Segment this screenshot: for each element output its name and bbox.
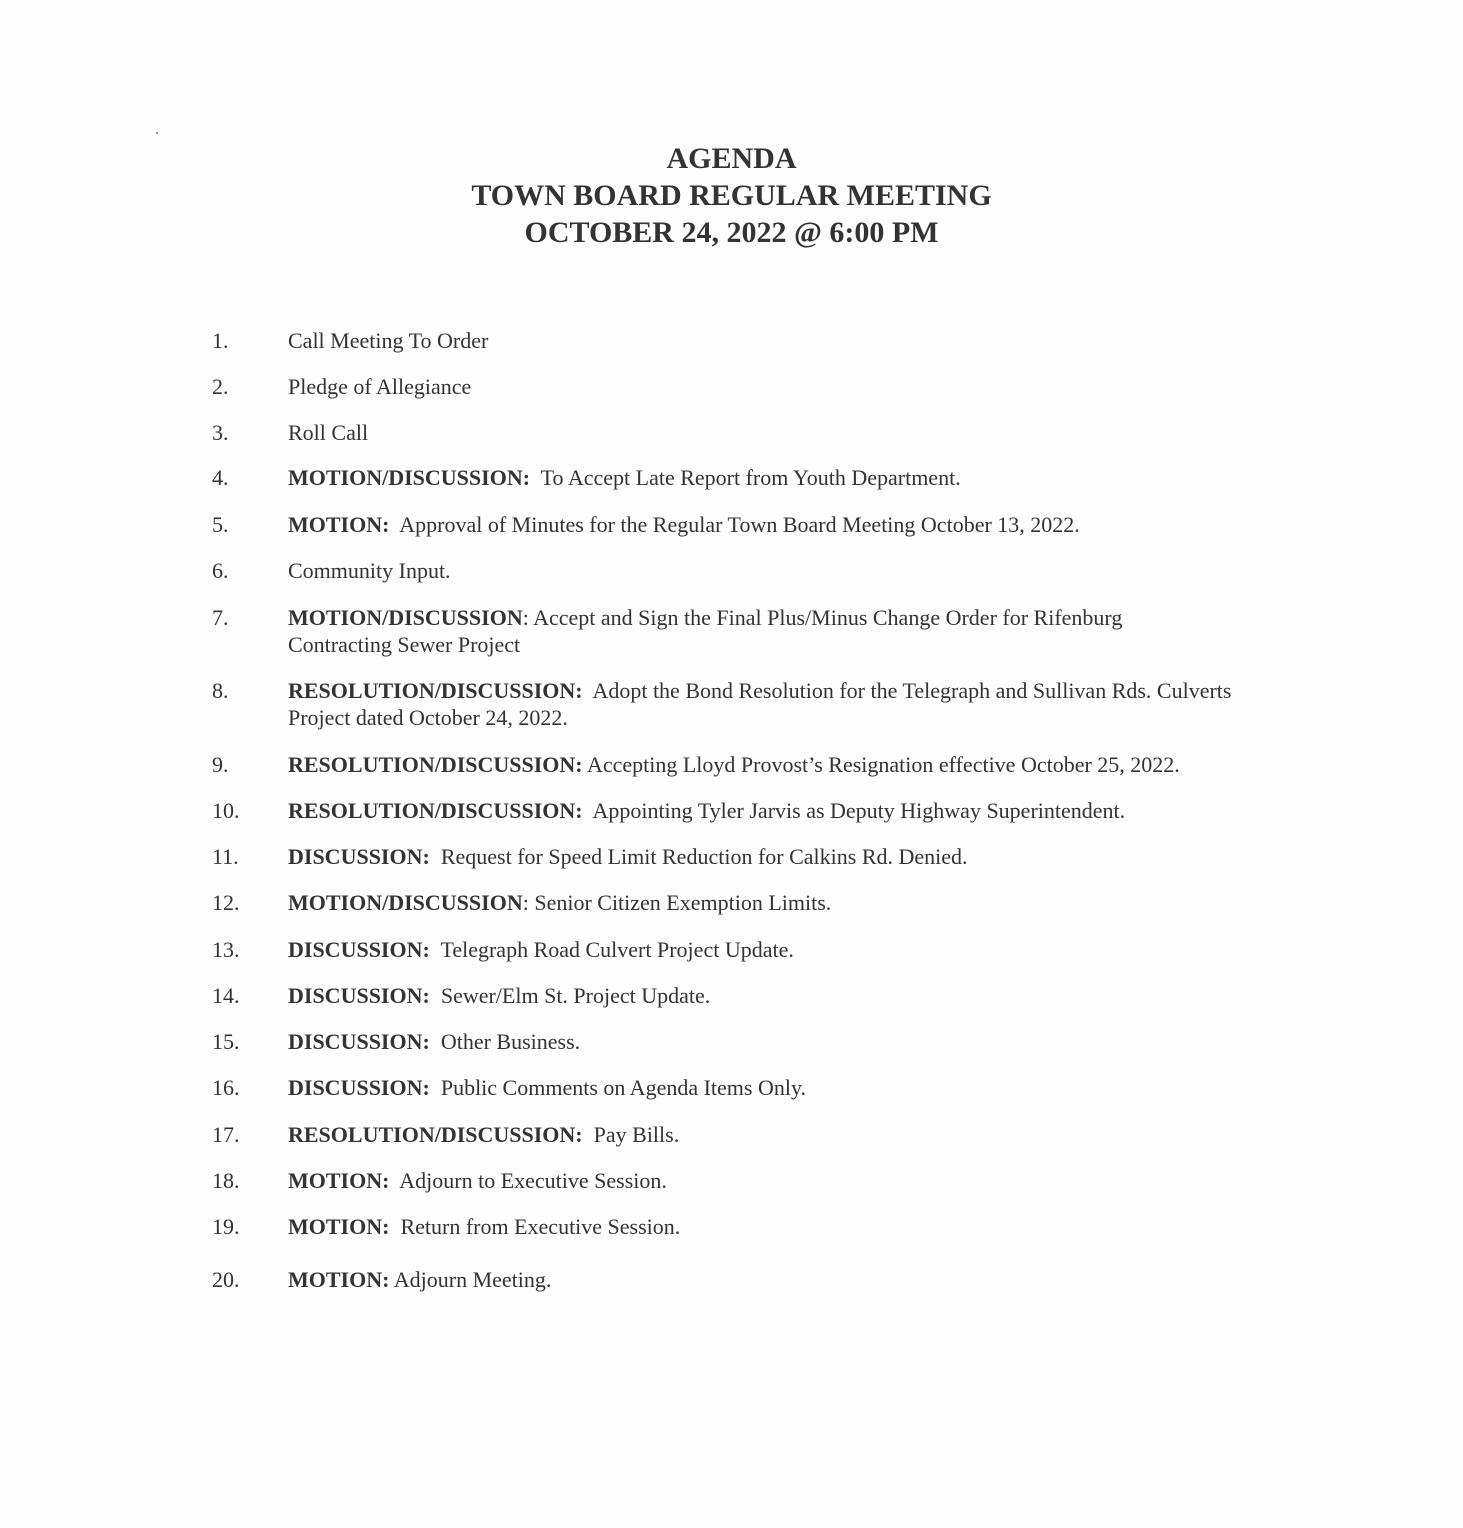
item-number: 7. [212,605,229,630]
item-number: 1. [212,328,229,353]
item-text [288,373,1288,400]
item-description: Sewer/Elm St. Project Update. [440,983,711,1008]
item-label: DISCUSSION: [288,1029,430,1054]
item-text [288,677,1268,731]
item-label: DISCUSSION: [288,937,430,962]
item-description: Community Input. [288,558,451,583]
item-number: 8. [212,678,229,703]
item-text [288,982,1288,1009]
item-number: 18. [212,1168,240,1193]
item-description: Public Comments on Agenda Items Only. [440,1075,807,1100]
item-label: RESOLUTION/DISCUSSION: [288,678,583,703]
item-text [288,557,1288,584]
item-number: 9. [212,752,229,777]
item-text [288,419,1288,446]
item-label: RESOLUTION/DISCUSSION: [288,798,583,823]
item-label: MOTION: [288,512,390,537]
item-label: MOTION/DISCUSSION: [288,465,531,490]
item-number: 11. [212,844,239,869]
item-text [288,1074,1288,1101]
meeting-name: TOWN BOARD REGULAR MEETING [471,179,992,212]
item-number: 16. [212,1075,240,1100]
item-text [288,327,1288,354]
item-label: DISCUSSION: [288,983,430,1008]
item-number: 15. [212,1029,240,1054]
item-description: Adopt the Bond Resolution for the Telegraph and Sullivan Rds. Culverts Project dated October 24, 2022. [288,678,1232,730]
item-description: Call Meeting To Order [288,328,489,353]
item-text [288,1121,1288,1148]
item-text [288,1028,1288,1055]
item-text [288,1213,1288,1240]
item-description: Pledge of Allegiance [288,374,472,399]
item-description: To Accept Late Report from Youth Department. [540,465,961,490]
item-description: Return from Executive Session. [400,1214,681,1239]
meeting-date: OCTOBER 24, 2022 @ 6:00 PM [524,216,939,249]
item-description: Pay Bills. [593,1122,680,1147]
item-description: Telegraph Road Culvert Project Update. [440,937,794,962]
item-label: MOTION/DISCUSSION [288,890,523,915]
item-number: 5. [212,512,229,537]
item-text [288,1167,1288,1194]
agenda-header [0,140,1463,251]
item-description: Adjourn to Executive Session. [399,1168,667,1193]
item-description: Request for Speed Limit Reduction for Calkins Rd. Denied. [440,844,968,869]
item-number: 17. [212,1122,240,1147]
item-label: RESOLUTION/DISCUSSION: [288,752,583,777]
doc-title: AGENDA [666,142,797,175]
item-number: 14. [212,983,240,1008]
item-description: Approval of Minutes for the Regular Town Board Meeting October 13, 2022. [399,512,1080,537]
item-number: 19. [212,1214,240,1239]
item-label: DISCUSSION: [288,1075,430,1100]
item-description: Appointing Tyler Jarvis as Deputy Highway Superintendent. [592,798,1126,823]
item-label: MOTION: [288,1214,390,1239]
item-text [288,889,1288,916]
item-number: 20. [212,1267,240,1292]
item-text [288,464,1288,491]
item-label: DISCUSSION: [288,844,430,869]
item-number: 4. [212,465,229,490]
item-text [288,511,1288,538]
item-number: 3. [212,420,229,445]
item-description: Roll Call [288,420,369,445]
item-label: MOTION: [288,1168,390,1193]
item-number: 10. [212,798,240,823]
item-description: Adjourn Meeting. [393,1267,552,1292]
item-text [288,751,1388,778]
item-number: 12. [212,890,240,915]
item-description: Other Business. [440,1029,581,1054]
item-label: MOTION: [288,1267,390,1292]
item-text [288,797,1288,824]
item-text [288,843,1288,870]
item-text [288,604,1228,658]
item-text [288,1266,1288,1293]
item-number: 6. [212,558,229,583]
item-description: Accepting Lloyd Provost’s Resignation effective October 25, 2022. [586,752,1180,777]
item-text [288,936,1288,963]
item-description: : Accept and Sign the Final Plus/Minus Change Order for Rifenburg Contracting Sewer Project [288,605,1123,657]
item-number: 2. [212,374,229,399]
item-number: 13. [212,937,240,962]
item-label: RESOLUTION/DISCUSSION: [288,1122,583,1147]
item-description: : Senior Citizen Exemption Limits. [522,890,832,915]
scan-speck [156,132,158,134]
item-label: MOTION/DISCUSSION [288,605,523,630]
